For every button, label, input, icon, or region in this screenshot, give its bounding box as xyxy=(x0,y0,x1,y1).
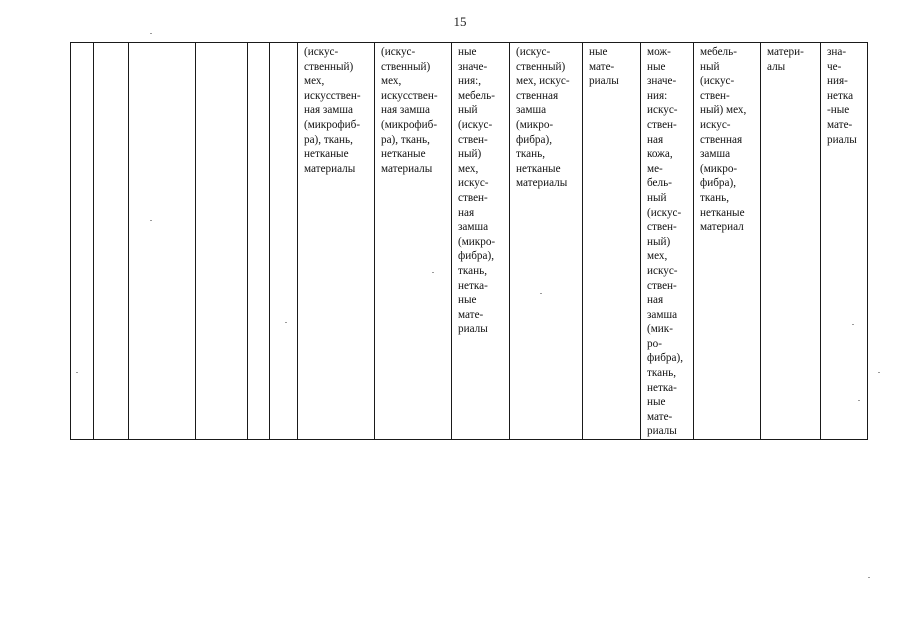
scan-speck xyxy=(878,372,880,373)
page-number: 15 xyxy=(453,14,467,29)
table-cell-9: ные значе- ния:, мебель- ный (искус- ствен- ный) мех, искус- ствен- ная замша (микро- фибра), ткань, нетка- ные мате- риалы xyxy=(452,43,510,440)
scan-speck xyxy=(285,322,287,323)
scan-speck xyxy=(150,220,152,221)
table-cell-1 xyxy=(71,43,94,440)
table-cell-4 xyxy=(196,43,248,440)
table-cell-7: (искус- ственный) мех, искусствен- ная замша (микрофиб- ра), ткань, нетканые материалы xyxy=(298,43,375,440)
materials-table xyxy=(70,42,868,440)
scan-speck xyxy=(432,272,434,273)
table-cell-3 xyxy=(129,43,196,440)
table-cell-5 xyxy=(248,43,270,440)
table-cell-11: ные мате- риалы xyxy=(583,43,641,440)
table-cell-6 xyxy=(270,43,298,440)
table-cell-12: мож- ные значе- ния: искус- ствен- ная кожа, ме- бель- ный (искус- ствен- ный) мех, искус- ствен- ная замша (мик- ро- фибра), ткань, нетка- ные мате- риалы xyxy=(641,43,694,440)
scan-speck xyxy=(852,324,854,325)
table-cell-15: зна- че- ния- нетка -ные мате- риалы xyxy=(821,43,868,440)
scan-speck xyxy=(150,33,152,34)
scan-speck xyxy=(868,577,870,578)
table-cell-8: (искус- ственный) мех, искусствен- ная замша (микрофиб- ра), ткань, нетканые материалы xyxy=(375,43,452,440)
table-cell-10: (искус- ственный) мех, искус- ственная замша (микро- фибра), ткань, нетканые материалы xyxy=(510,43,583,440)
table-cell-2 xyxy=(94,43,129,440)
scan-speck xyxy=(76,372,78,373)
table-row xyxy=(71,43,868,440)
table-cell-13: мебель- ный (искус- ствен- ный) мех, искус- ственная замша (микро- фибра), ткань, нетканые материал xyxy=(694,43,761,440)
scan-speck xyxy=(540,293,542,294)
table-cell-14: матери- алы xyxy=(761,43,821,440)
scan-speck xyxy=(858,400,860,401)
